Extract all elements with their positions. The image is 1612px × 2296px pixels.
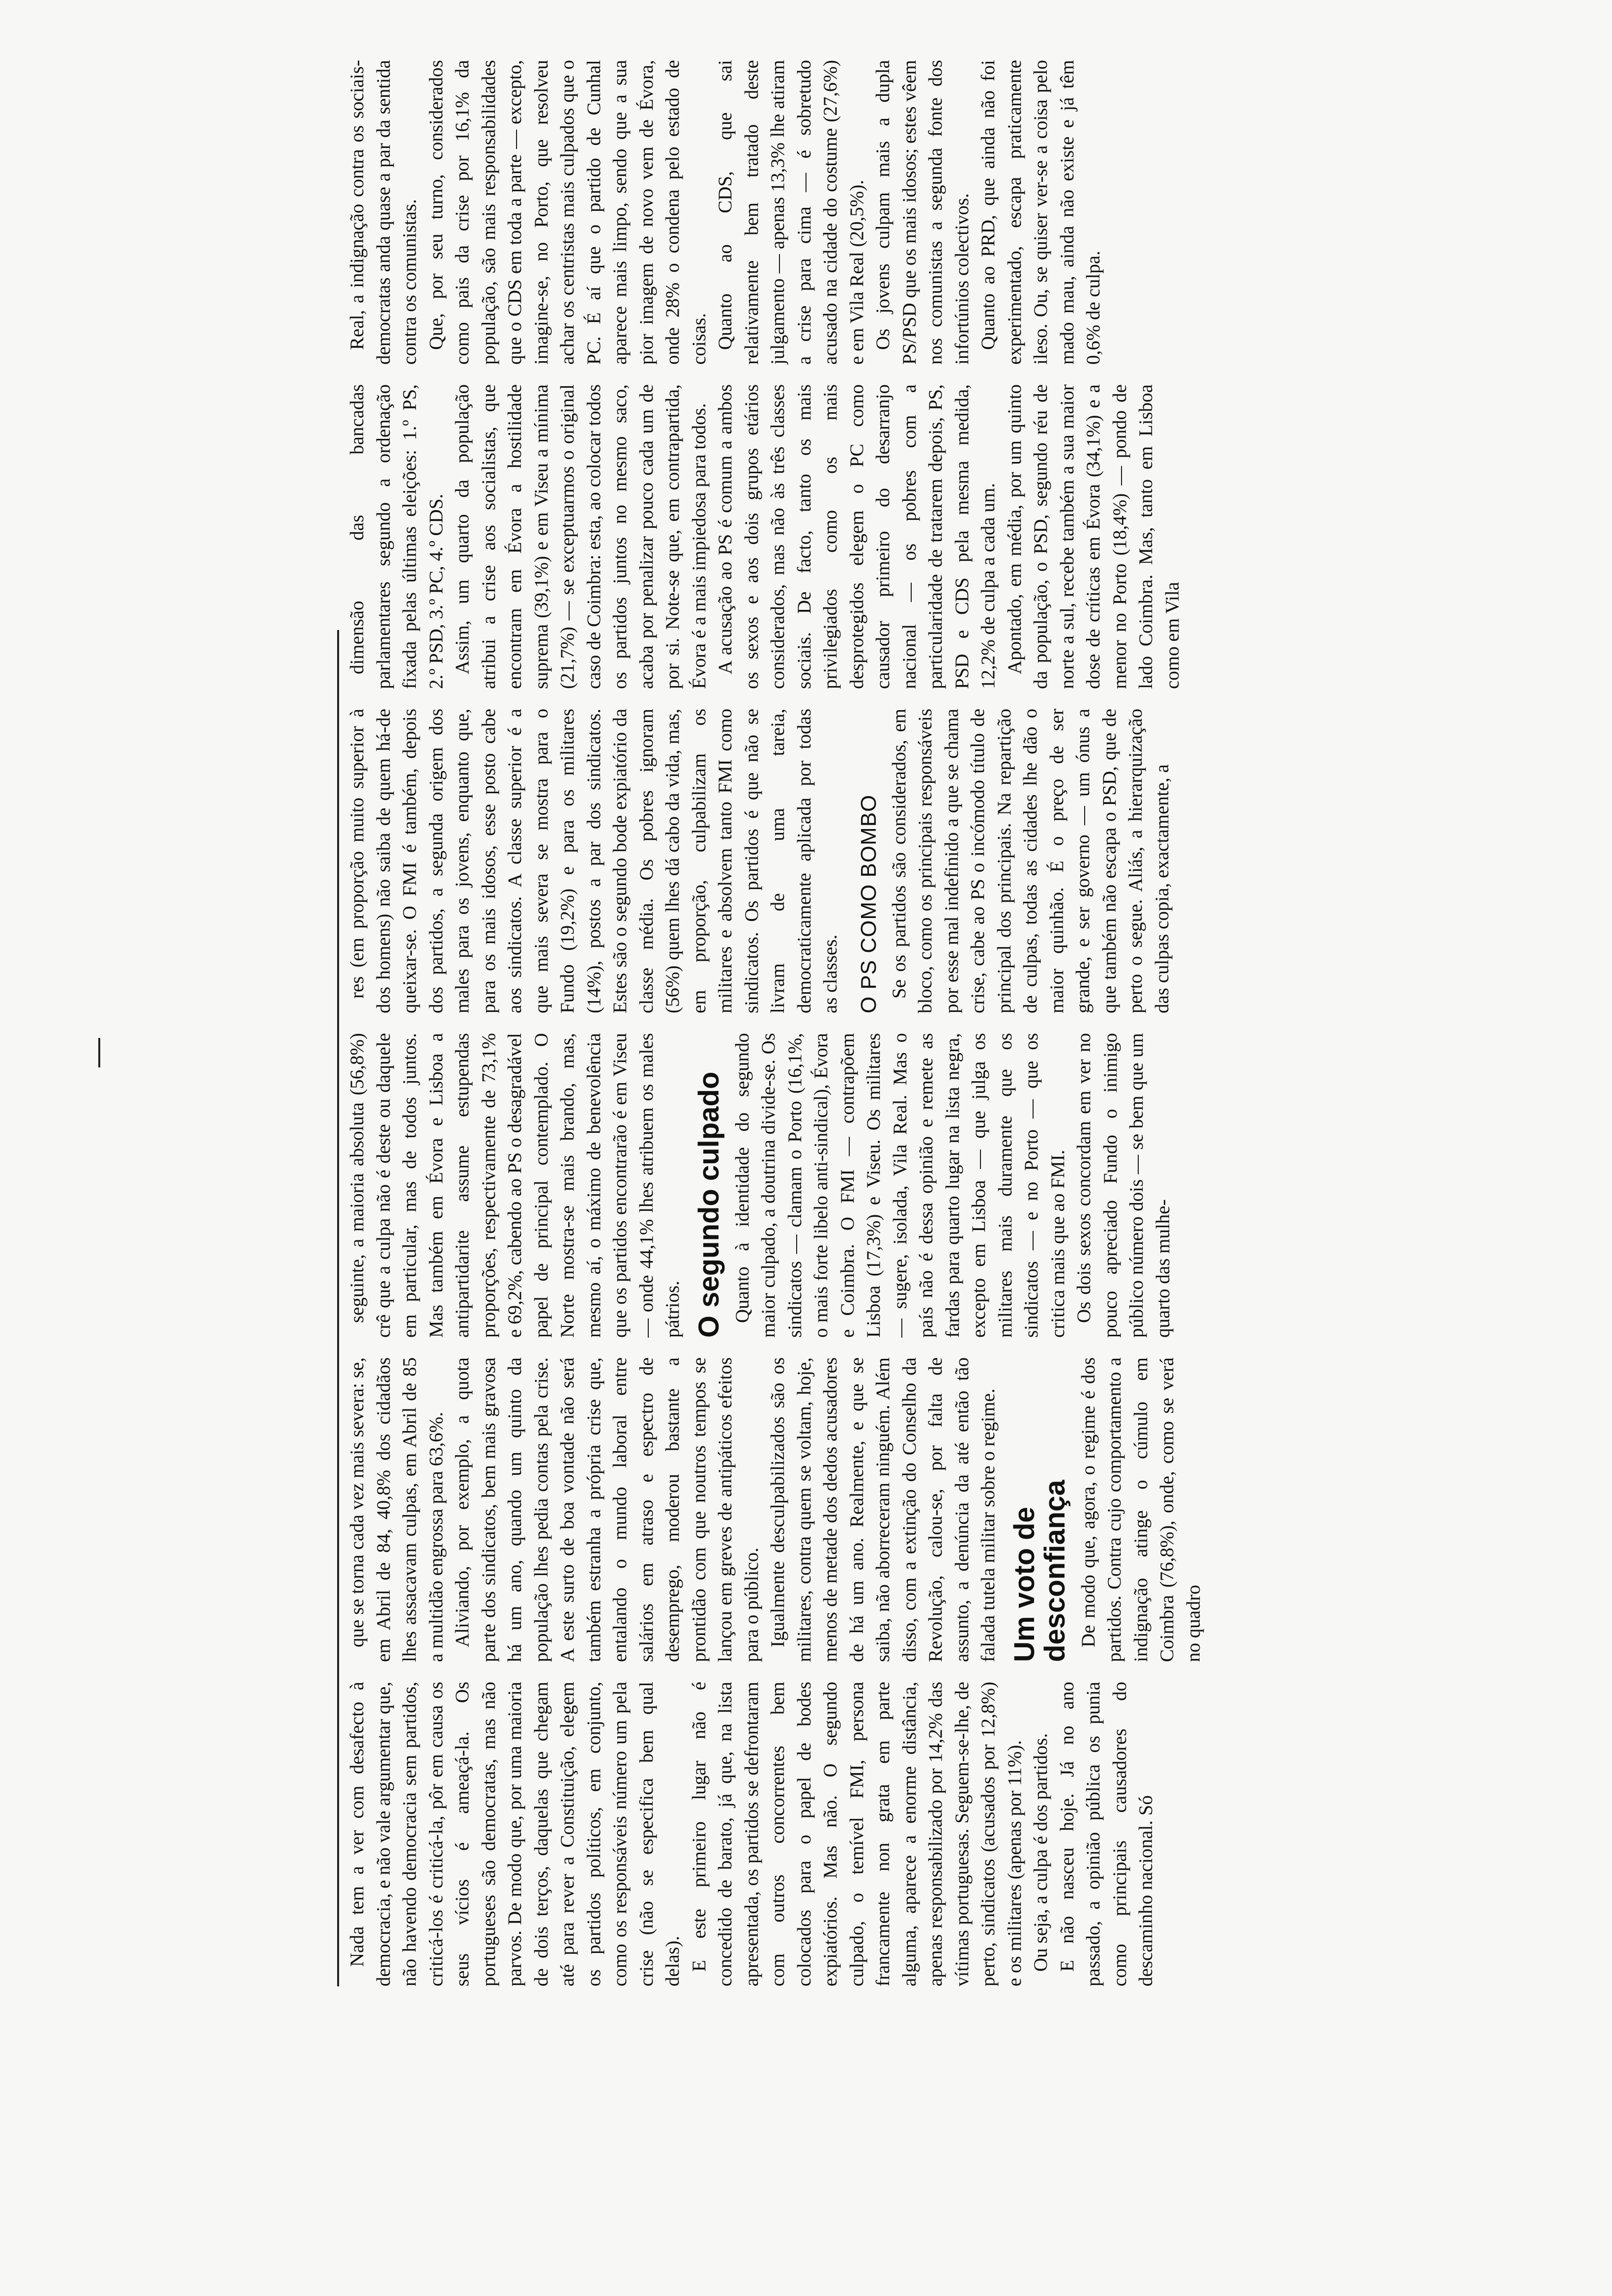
- top-rule: [337, 630, 339, 1986]
- paragraph: Ou seja, a culpa é dos partidos.: [1030, 1733, 1051, 1972]
- article-column-3: [344, 1033, 1327, 1338]
- paragraph: E este primeiro lugar não é concedido de barato, já que, na lista apresentada, os partidos se defrontaram com outros concorrentes bem colocados para o papel de bodes expiatórios. Mas não. O segundo culpado, o temível FMI, persona francamente non grata em parte alguma, aparece a enorme distância, apenas responsabilizado por 14,2% das vítimas portuguesas. Seguem-se-lhe, de perto, sindicatos (acusados por 12,8%) e os militares (apenas por 11%).: [688, 1682, 1025, 1986]
- paragraph: Os dois sexos concordam em ver no pouco apreciado Fundo o inimigo público número dois — se bem que um quarto das mulhe-: [1073, 1033, 1174, 1338]
- paragraph: Real, a indignação contra os sociais-democratas anda quase a par da sentida contra os comunistas.: [346, 60, 420, 365]
- stray-mark: [98, 1038, 100, 1067]
- article-column-6: [344, 60, 1327, 365]
- paragraph: Aliviando, por exemplo, a quota parte dos sindicatos, bem mais gravosa há um ano, quando um quinto da população lhes pedia contas pela crise. A este surto de boa vontade não será também estranha a própria crise que, entalando o mundo laboral entre salários em atraso e espectro de desemprego, moderou bastante a prontidão com que noutros tempos se lançou em greves de antipáticos efeitos para o público.: [452, 1357, 762, 1662]
- paragraph: E não nasceu hoje. Já no ano passado, a opinião pública os punia como principais causadores do descaminho nacional. Só: [1056, 1682, 1156, 1986]
- article-column-1: [344, 1682, 1327, 1986]
- section-heading: Um voto de desconfiança: [1008, 1480, 1071, 1662]
- article-column-5: [344, 384, 1327, 689]
- paragraph: Assim, um quarto da população atribui a crise aos socialistas, que encontram em Évora a hostilidade suprema (39,1%) e em Viseu a mínima (21,7%) — se exceptuarmos o original caso de Coimbra: esta, ao colocar todos os partidos juntos no mesmo saco, acaba por penalizar pouco cada um de por si. Note-se que, em contrapartida, Évora é a mais impiedosa para todos.: [452, 384, 710, 689]
- article-column-4: [344, 709, 1327, 1013]
- paragraph: Igualmente desculpabilizados são os militares, contra quem se voltam, hoje, menos de metade dos dedos acusadores de há um ano. Realmente, e que se saiba, não aborreceram ninguém. Além disso, com a extinção do Conselho da Revolução, calou-se, por falta de assunto, a denúncia da até então tão falada tutela militar sobre o regime.: [767, 1357, 999, 1662]
- paragraph: que se torna cada vez mais severa: se, em Abril de 84, 40,8% dos cidadãos lhes assacavam culpas, em Abril de 85 a multidão engrossa para 63,6%.: [346, 1357, 447, 1662]
- section-heading: O segundo culpado: [692, 1071, 725, 1338]
- paragraph: Apontado, em média, por um quinto da população, o PSD, segundo réu de norte a sul, recebe também a sua maior dose de críticas em Évora (34,1%) e a menor no Porto (18,4%) — pondo de lado Coimbra. Mas, tanto em Lisboa como em Vila: [1004, 384, 1183, 689]
- paragraph: dimensão das bancadas parlamentares segundo a ordenação fixada pelas últimas eleições: 1.º PS, 2.º PSD, 3.º PC, 4.º CDS.: [346, 384, 447, 689]
- paragraph: res (em proporção muito superior à dos homens) não saiba de quem há-de queixar-se. O FMI é também, depois dos partidos, a segunda origem dos males para os jovens, enquanto que, para os mais idosos, esse posto cabe aos sindicatos. A classe superior é a que mais severa se mostra para o Fundo (19,2%) e para os militares (14%), postos a par dos sindicatos. Estes são o segundo bode expiatório da classe média. Os pobres ignoram (56%) quem lhes dá cabo da vida, mas, em proporção, culpabilizam os militares e absolvem tanto FMI como sindicatos. Os partidos é que não se livram de uma tareia, democraticamente aplicada por todas as classes.: [346, 709, 841, 1013]
- paragraph: Nada tem a ver com desafecto à democracia, e não vale argumentar que, não havendo democracia sem partidos, criticá-los é criticá-la, pôr em causa os seus vícios é ameaçá-la. Os portugueses são democratas, mas não parvos. De modo que, por uma maioria de dois terços, daquelas que chegam até para rever a Constituição, elegem os partidos políticos, em conjunto, como os responsáveis número um pela crise (não se especifica bem qual delas).: [346, 1682, 683, 1986]
- paragraph: seguinte, a maioria absoluta (56,8%) crê que a culpa não é deste ou daquele em particular, mas de todos juntos. Mas também em Évora e Lisboa a antipartidarite assume estupendas proporções, respectivamente de 73,1% e 69,2%, cabendo ao PS o desagradável papel de principal contemplado. O Norte mostra-se mais brando, mas, mesmo aí, o máximo de benevolência que os partidos encontrarão é em Viseu — onde 44,1% lhes atribuem os males pátrios.: [346, 1033, 683, 1338]
- paragraph: Se os partidos são considerados, em bloco, como os principais responsáveis por esse mal indefinido a que se chama crise, cabe ao PS o incómodo título de principal dos principais. Na repartição de culpas, todas as cidades lhe dão o maior quinhão. É o preço de ser grande, e ser governo — um ónus a que também não escapa o PSD, que de perto o segue. Aliás, a hierarquização das culpas copia, exactamente, a: [888, 709, 1173, 1013]
- paragraph: Os jovens culpam mais a dupla PS/PSD que os mais idosos; estes vêem nos comunistas a segunda fonte dos infortúnios colectivos.: [872, 60, 973, 365]
- paragraph: Quanto ao PRD, que ainda não foi experimentado, escapa praticamente ileso. Ou, se quiser ver-se a coisa pelo mado mau, ainda não existe e já têm 0,6% de culpa.: [978, 60, 1104, 365]
- paragraph: Que, por seu turno, considerados como pais da crise por 16,1% da população, são mais responsabilidades que o CDS em toda a parte — excepto, imagine-se, no Porto, que resolveu achar os centristas mais culpados que o PC. É aí que o partido de Cunhal aparece mais limpo, sendo que a sua pior imagem de novo vem de Évora, onde 28% o condena pelo estado de coisas.: [425, 60, 710, 365]
- paragraph: De modo que, agora, o regime é dos partidos. Contra cujo comportamento a indignação atinge o cúmulo em Coimbra (76,8%), onde, como se verá no quadro: [1077, 1357, 1204, 1662]
- article-column-2: [344, 1357, 1327, 1662]
- paragraph: A acusação ao PS é comum a ambos os sexos e aos dois grupos etários considerados, mas não às três classes sociais. De facto, tanto os mais privilegiados como os mais desprotegidos elegem o PC como causador primeiro do desarranjo nacional — os pobres com a particularidade de tratarem depois, PS, PSD e CDS pela mesma medida, 12,2% de culpa a cada um.: [715, 384, 999, 689]
- paragraph: Quanto ao CDS, que sai relativamente bem tratado deste julgamento — apenas 13,3% lhe atiram a crise para cima — é sobretudo acusado na cidade do costume (27,6%) e em Vila Real (20,5%).: [715, 60, 867, 365]
- paragraph: Quanto à identidade do segundo maior culpado, a doutrina divide-se. Os sindicatos — clamam o Porto (16,1%, o mais forte libelo anti-sindical), Évora e Coimbra. O FMI — contrapõem Lisboa (17,3%) e Viseu. Os militares — sugere, isolada, Vila Real. Mas o país não é dessa opinião e remete as fardas para quarto lugar na lista negra, excepto em Lisboa — que julga os militares mais duramente que os sindicatos — e no Porto — que os critica mais que ao FMI.: [731, 1033, 1068, 1338]
- section-subheading: O PS COMO BOMBO: [856, 794, 881, 1013]
